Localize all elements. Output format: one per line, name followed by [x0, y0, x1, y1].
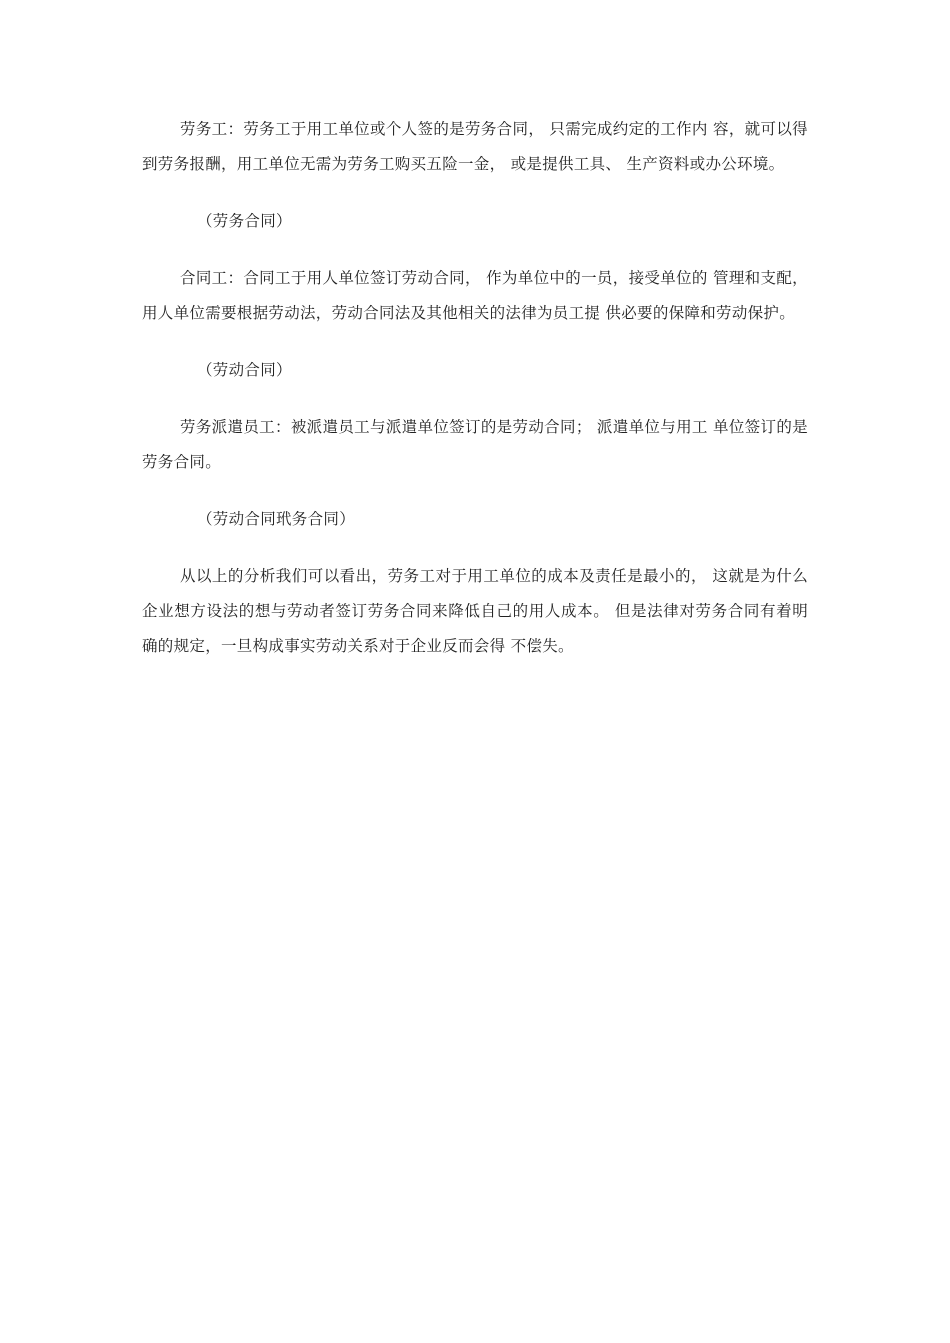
note-labor-service-contract: （劳务合同） — [197, 212, 292, 230]
paragraph-contract-worker: 合同工：合同工于用人单位签订劳动合同， 作为单位中的一员，接受单位的 管理和支配，用人单位需要根据劳动法，劳动合同法及其他相关的法律为员工提 供必要的保障和劳动保护。 — [142, 269, 808, 322]
note-labor-contract: （劳动合同） — [197, 361, 292, 379]
paragraph-labor-service-worker: 劳务工：劳务工于用工单位或个人签的是劳务合同， 只需完成约定的工作内 容，就可以得到劳务报酬，用工单位无需为劳务工购买五险一金， 或是提供工具、 生产资料或办公环境。 — [142, 120, 808, 173]
document-body — [142, 112, 808, 686]
paragraph-conclusion: 从以上的分析我们可以看出，劳务工对于用工单位的成本及责任是最小的， 这就是为什么企业想方设法的想与劳动者签订劳务合同来降低自己的用人成本。 但是法律对劳务合同有着明确的规定，一旦构成事实劳动关系对于企业反而会得 不偿失。 — [142, 567, 808, 655]
paragraph-dispatched-worker: 劳务派遣员工：被派遣员工与派遣单位签订的是劳动合同； 派遣单位与用工 单位签订的是劳务合同。 — [142, 418, 808, 471]
note-labor-and-service-contract: （劳动合同玳务合同） — [197, 510, 356, 528]
